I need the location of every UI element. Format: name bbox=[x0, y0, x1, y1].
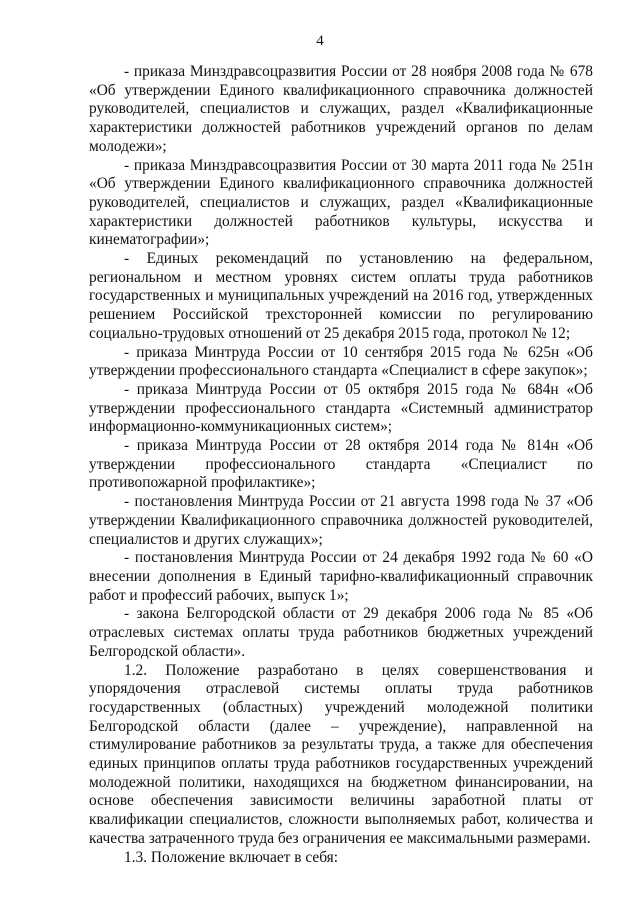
paragraph-law-85: - закона Белгородской области от 29 декабря 2006 года № 85 «Об отраслевых системах оплаты труда работников бюджетных учреждений Белгородской области». bbox=[89, 605, 593, 660]
paragraph-section-1-3: 1.3. Положение включает в себя: bbox=[124, 848, 339, 866]
paragraph-order-678: - приказа Минздравсоцразвития России от 28 ноября 2008 года № 678 «Об утверждении Единого квалификационного справочника должностей руководителей, специалистов и служащих, раздел «Квалификационные характеристики должностей работников учреждений органов по делам молодежи»; bbox=[89, 63, 593, 155]
paragraph-order-684n: - приказа Минтруда России от 05 октября 2015 года № 684н «Об утверждении профессионального стандарта «Системный администратор информационно-коммуникационных систем»; bbox=[89, 380, 593, 436]
paragraph-order-251n: - приказа Минздравсоцразвития России от 30 марта 2011 года № 251н «Об утверждении Единого квалификационного справочника должностей руководителей, специалистов и служащих, раздел «Квалификационные характеристики должностей работников культуры, искусства и кинематографии»; bbox=[89, 156, 593, 249]
paragraph-section-1-2: 1.2. Положение разработано в целях совершенствования и упорядочения отраслевой системы оплаты труда работников государственных (областных) учреждений молодежной политики Белгородской области (далее – учреждение), направленной на стимулирование работников за результаты труда, а также для обеспечения единых принципов оплаты труда работников государственных учреждений молодежной политики, находящихся на бюджетном финансировании, на основе обеспечения зависимости величины заработной платы от квалификации специалистов, сложности выполняемых работ, количества и качества затраченного труда без ограничения ее максимальными размерами. bbox=[89, 661, 593, 847]
paragraph-resolution-60: - постановления Минтруда России от 24 декабря 1992 года № 60 «О внесении дополнения в Единый тарифно-квалификационный справочник работ и профессий рабочих, выпуск 1»; bbox=[89, 549, 593, 604]
paragraph-order-814n: - приказа Минтруда России от 28 октября 2014 года № 814н «Об утверждении профессионального стандарта «Специалист по противопожарной профилактике»; bbox=[89, 437, 593, 492]
paragraph-unified-recommendations: - Единых рекомендаций по установлению на федеральном, региональном и местном уровнях систем оплаты труда работников государственных и муниципальных учреждений на 2016 год, утвержденных решением Российской трехсторонней комиссии по регулированию социально-трудовых отношений от 25 декабря 2015 года, протокол № 12; bbox=[89, 250, 593, 342]
paragraph-order-625n: - приказа Минтруда России от 10 сентября 2015 года № 625н «Об утверждении профессионального стандарта «Специалист в сфере закупок»; bbox=[89, 343, 593, 380]
document-body bbox=[89, 63, 593, 867]
paragraph-resolution-37: - постановления Минтруда России от 21 августа 1998 года № 37 «Об утверждении Квалификационного справочника должностей руководителей, специалистов и других служащих»; bbox=[89, 493, 593, 548]
page-number: 4 bbox=[316, 33, 324, 49]
